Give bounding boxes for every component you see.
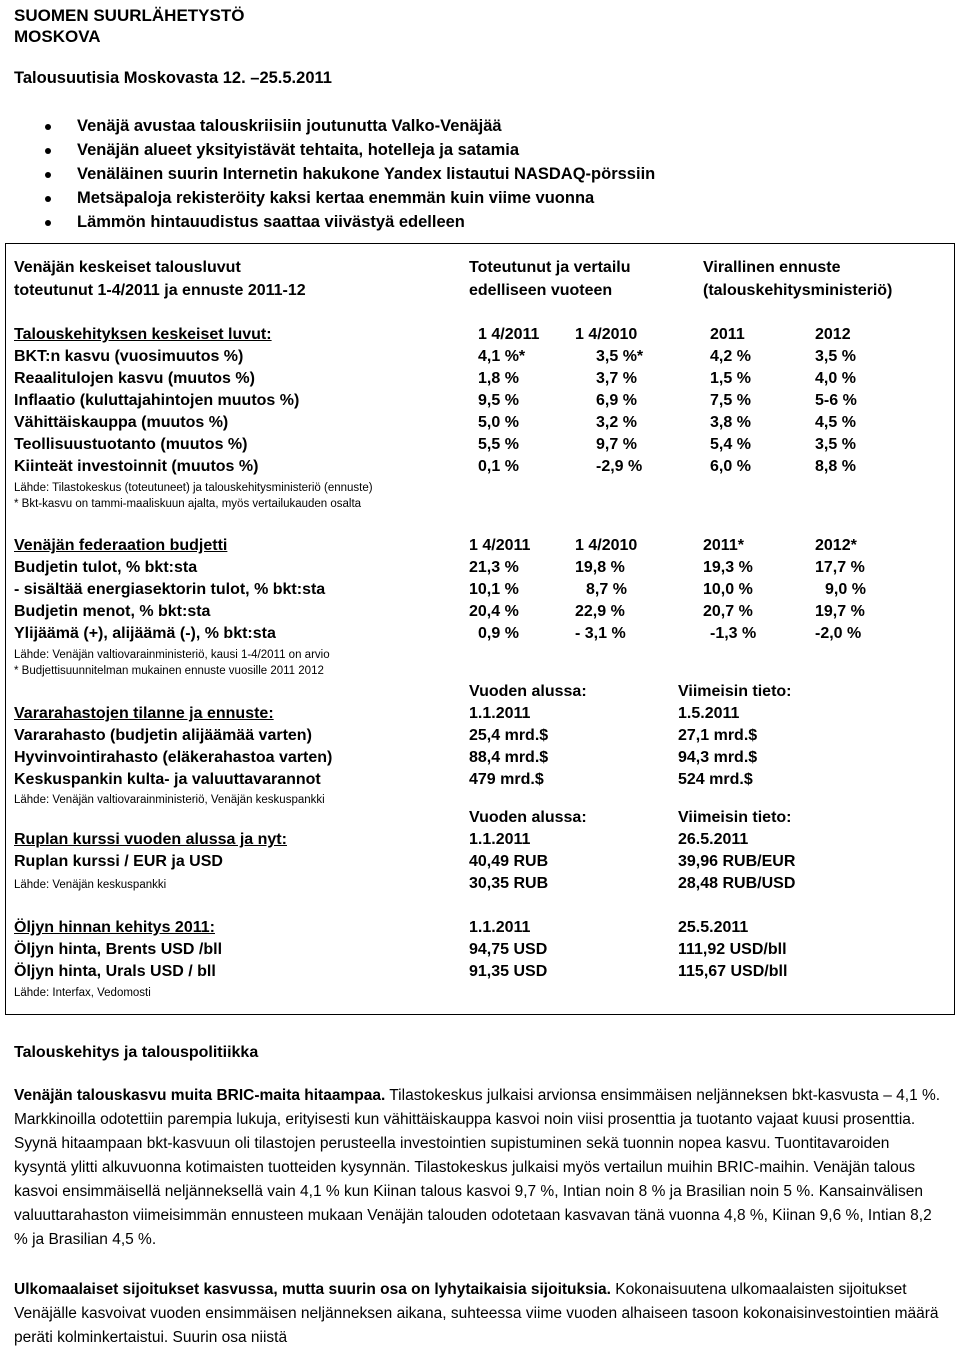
econ-footnote: * Bkt-kasvu on tammi-maaliskuun ajalta, myös vertailukauden osalta (14, 498, 362, 510)
econ-cell: 5-6 % (815, 392, 857, 409)
econ-cell: 3,5 % (815, 436, 856, 453)
oil-date: 25.5.2011 (678, 919, 749, 936)
budget-cell: 22,9 % (575, 603, 625, 620)
box-header-col2-line2: edelliseen vuoteen (469, 282, 613, 299)
econ-col-header: 1 4/2011 (478, 326, 540, 343)
budget-cell: -1,3 % (710, 625, 757, 642)
budget-col-header: 1 4/2010 (575, 537, 638, 554)
econ-cell: 4,5 % (815, 414, 856, 431)
econ-cell: 5,0 % (478, 414, 519, 431)
econ-cell: 3,5 % (815, 348, 856, 365)
budget-footnote: * Budjettisuunnitelman mukainen ennuste vuosille 2011 2012 (14, 665, 324, 677)
budget-row-label: Ylijäämä (+), alijäämä (-), % bkt:sta (14, 625, 276, 642)
econ-cell: 3,2 % (596, 414, 637, 431)
budget-cell: 20,4 % (469, 603, 519, 620)
econ-cell: 3,8 % (710, 414, 751, 431)
econ-row-label: Inflaatio (kuluttajahintojen muutos %) (14, 392, 300, 409)
budget-cell: - 3,1 % (575, 625, 626, 642)
budget-cell: 19,8 % (575, 559, 625, 576)
econ-cell: 9,5 % (478, 392, 519, 409)
budget-cell: 21,3 % (469, 559, 519, 576)
ruble-row-label: Ruplan kurssi / EUR ja USD (14, 853, 223, 870)
reserves-cell: 524 mrd.$ (678, 771, 753, 788)
budget-row-label: Budjetin menot, % bkt:sta (14, 603, 211, 620)
ruble-date: 1.1.2011 (469, 831, 531, 848)
econ-source-note: Lähde: Tilastokeskus (toteutuneet) ja talouskehitysministeriö (ennuste) (14, 482, 373, 494)
oil-row-label: Öljyn hinta, Brents USD /bll (14, 941, 223, 958)
budget-col-header: 2012* (815, 537, 857, 554)
econ-row-label: Teollisuustuotanto (muutos %) (14, 436, 248, 453)
econ-cell: 4,0 % (815, 370, 856, 387)
oil-cell: 91,35 USD (469, 963, 548, 980)
box-header-col1-line2: toteutunut 1-4/2011 ja ennuste 2011-12 (14, 282, 306, 299)
budget-cell: 19,3 % (703, 559, 753, 576)
oil-cell: 115,67 USD/bll (678, 963, 788, 980)
budget-col-header: 1 4/2011 (469, 537, 531, 554)
econ-cell: 4,2 % (710, 348, 751, 365)
reserves-cell: 479 mrd.$ (469, 771, 544, 788)
budget-cell: 19,7 % (815, 603, 865, 620)
econ-cell: 5,4 % (710, 436, 751, 453)
headline-item: Venäjän alueet yksityistävät tehtaita, hotelleja ja satamia (77, 141, 520, 159)
econ-cell: 0,1 % (478, 458, 519, 475)
econ-cell: 3,5 %* (596, 348, 644, 365)
econ-cell: 6,9 % (596, 392, 637, 409)
box-header-col1-line1: Venäjän keskeiset talousluvut (14, 259, 241, 276)
econ-table-title: Talouskehityksen keskeiset luvut: (14, 326, 272, 343)
ruble-date: 26.5.2011 (678, 831, 749, 848)
ruble-col-header: Vuoden alussa: (469, 809, 587, 826)
document-title: Talousuutisia Moskovasta 12. –25.5.2011 (14, 69, 332, 87)
oil-cell: 111,92 USD/bll (678, 941, 787, 958)
box-header-col3-line2: (talouskehitysministeriö) (703, 282, 893, 299)
reserves-date: 1.1.2011 (469, 705, 531, 722)
budget-col-header: 2011* (703, 537, 744, 554)
econ-row-label: Vähittäiskauppa (muutos %) (14, 414, 229, 431)
budget-cell: 0,9 % (478, 625, 519, 642)
econ-col-header: 1 4/2010 (575, 326, 638, 343)
bullet-icon (45, 220, 51, 226)
ruble-eur-start: 40,49 RUB (469, 853, 549, 870)
oil-source-note: Lähde: Interfax, Vedomosti (14, 987, 151, 999)
econ-cell: 7,5 % (710, 392, 751, 409)
ruble-title: Ruplan kurssi vuoden alussa ja nyt: (14, 831, 287, 848)
ruble-usd-start: 30,35 RUB (469, 875, 549, 892)
ruble-eur-latest: 39,96 RUB/EUR (678, 853, 796, 870)
reserves-col-header: Vuoden alussa: (469, 683, 587, 700)
econ-cell: 1,5 % (710, 370, 751, 387)
bullet-icon (45, 124, 51, 130)
paragraph-1-body: Tilastokeskus julkaisi arvionsa ensimmäisen neljänneksen bkt-kasvusta – 4,1 %. Markkinoilla odotettiin parempia lukuja, erityisesti kun vähittäiskauppa kasvoi noin viisi prosenttia ja tuotanto vajaat kuusi prosenttia. Syynä hitaampaan bkt-kasvuun oli tilastojen perusteella investointien supistuminen sekä tuonnin nopea kasvu. Tuontitavaroiden kysyntä ylitti alkuvuonna kotimaisten tuotteiden kysynnän. Tilastokeskus julkaisi myös vertailun muihin BRIC-maihin. Venäjän talous kasvoi ensimmäisellä neljänneksellä vain 4,1 % kun Kiinan talous kasvoi 9,7 %, Intian noin 8 % ja Brasilian noin 5 %. Kansainvälisen valuuttarahaston viimeisimmän ennusteen mukaan Venäjän talouden odotetaan kasvavan tänä vuonna 4,8 %, Kiinan 9,6 %, Intian 8,2 % ja Brasilian 4,5 %. (14, 1087, 941, 1248)
ruble-col-header: Viimeisin tieto: (678, 809, 792, 826)
box-header-col2-line1: Toteutunut ja vertailu (469, 259, 631, 276)
econ-cell: 1,8 % (478, 370, 519, 387)
econ-row-label: Kiinteät investoinnit (muutos %) (14, 458, 259, 475)
reserves-cell: 88,4 mrd.$ (469, 749, 549, 766)
budget-cell: 17,7 % (815, 559, 865, 576)
box-header-col3-line1: Virallinen ennuste (703, 259, 841, 276)
budget-table-title: Venäjän federaation budjetti (14, 537, 228, 554)
headline-item: Lämmön hintauudistus saattaa viivästyä edelleen (77, 213, 465, 231)
econ-cell: -2,9 % (596, 458, 643, 475)
ruble-source-note: Lähde: Venäjän keskuspankki (14, 879, 167, 891)
econ-cell: 8,8 % (815, 458, 856, 475)
section-heading: Talouskehitys ja talouspolitiikka (14, 1044, 259, 1061)
reserves-cell: 94,3 mrd.$ (678, 749, 758, 766)
oil-date: 1.1.2011 (469, 919, 531, 936)
embassy-city: MOSKOVA (14, 27, 101, 46)
oil-title: Öljyn hinnan kehitys 2011: (14, 919, 215, 936)
reserves-cell: 27,1 mrd.$ (678, 727, 758, 744)
oil-row-label: Öljyn hinta, Urals USD / bll (14, 963, 216, 980)
budget-cell: 9,0 % (825, 581, 866, 598)
bullet-icon (45, 196, 51, 202)
econ-cell: 5,5 % (478, 436, 519, 453)
econ-cell: 9,7 % (596, 436, 637, 453)
reserves-cell: 25,4 mrd.$ (469, 727, 549, 744)
reserves-source-note: Lähde: Venäjän valtiovarainministeriö, Venäjän keskuspankki (14, 794, 325, 806)
paragraph-2-body: Kokonaisuutena ulkomaalaisten sijoitukset Venäjälle kasvoivat vuoden ensimmäisen neljänneksen aikana, suhteessa viime vuoden alhaiseen tasoon kokonaisinvestointien määrä peräti kolminkertaistui. Suurin osa niistä (14, 1281, 939, 1346)
headline-item: Venäläinen suurin Internetin hakukone Yandex listautui NASDAQ-pörssiin (77, 165, 656, 183)
econ-row-label: Reaalitulojen kasvu (muutos %) (14, 370, 255, 387)
paragraph-2-lead: Ulkomaalaiset sijoitukset kasvussa, mutta suurin osa on lyhytaikaisia sijoituksia. (14, 1281, 611, 1298)
budget-cell: 10,0 % (703, 581, 753, 598)
reserves-date: 1.5.2011 (678, 705, 740, 722)
budget-cell: 8,7 % (586, 581, 627, 598)
reserves-row-label: Hyvinvointirahasto (eläkerahastoa varten) (14, 749, 333, 766)
econ-col-header: 2011 (710, 326, 745, 343)
reserves-row-label: Vararahasto (budjetin alijäämää varten) (14, 727, 312, 744)
oil-cell: 94,75 USD (469, 941, 548, 958)
econ-cell: 3,7 % (596, 370, 637, 387)
article-paragraph-2 (14, 1278, 944, 1350)
budget-cell: 20,7 % (703, 603, 753, 620)
econ-col-header: 2012 (815, 326, 851, 343)
paragraph-1-lead: Venäjän talouskasvu muita BRIC-maita hitaampaa. (14, 1087, 386, 1104)
budget-cell: -2,0 % (815, 625, 862, 642)
article-paragraph-1 (14, 1084, 944, 1252)
reserves-title: Vararahastojen tilanne ja ennuste: (14, 705, 274, 722)
econ-cell: 4,1 %* (478, 348, 526, 365)
reserves-row-label: Keskuspankin kulta- ja valuuttavarannot (14, 771, 321, 788)
bullet-icon (45, 172, 51, 178)
budget-source-note: Lähde: Venäjän valtiovarainministeriö, kausi 1-4/2011 on arvio (14, 649, 330, 661)
budget-cell: 10,1 % (469, 581, 519, 598)
budget-row-label: - sisältää energiasektorin tulot, % bkt:sta (14, 581, 326, 598)
headline-item: Metsäpaloja rekisteröity kaksi kertaa enemmän kuin viime vuonna (77, 189, 595, 207)
econ-cell: 6,0 % (710, 458, 751, 475)
ruble-usd-latest: 28,48 RUB/USD (678, 875, 796, 892)
embassy-name: SUOMEN SUURLÄHETYSTÖ (14, 6, 245, 25)
headline-item: Venäjä avustaa talouskriisiin joutunutta Valko-Venäjää (77, 117, 502, 135)
budget-row-label: Budjetin tulot, % bkt:sta (14, 559, 198, 576)
bullet-icon (45, 148, 51, 154)
reserves-col-header: Viimeisin tieto: (678, 683, 792, 700)
econ-row-label: BKT:n kasvu (vuosimuutos %) (14, 348, 244, 365)
